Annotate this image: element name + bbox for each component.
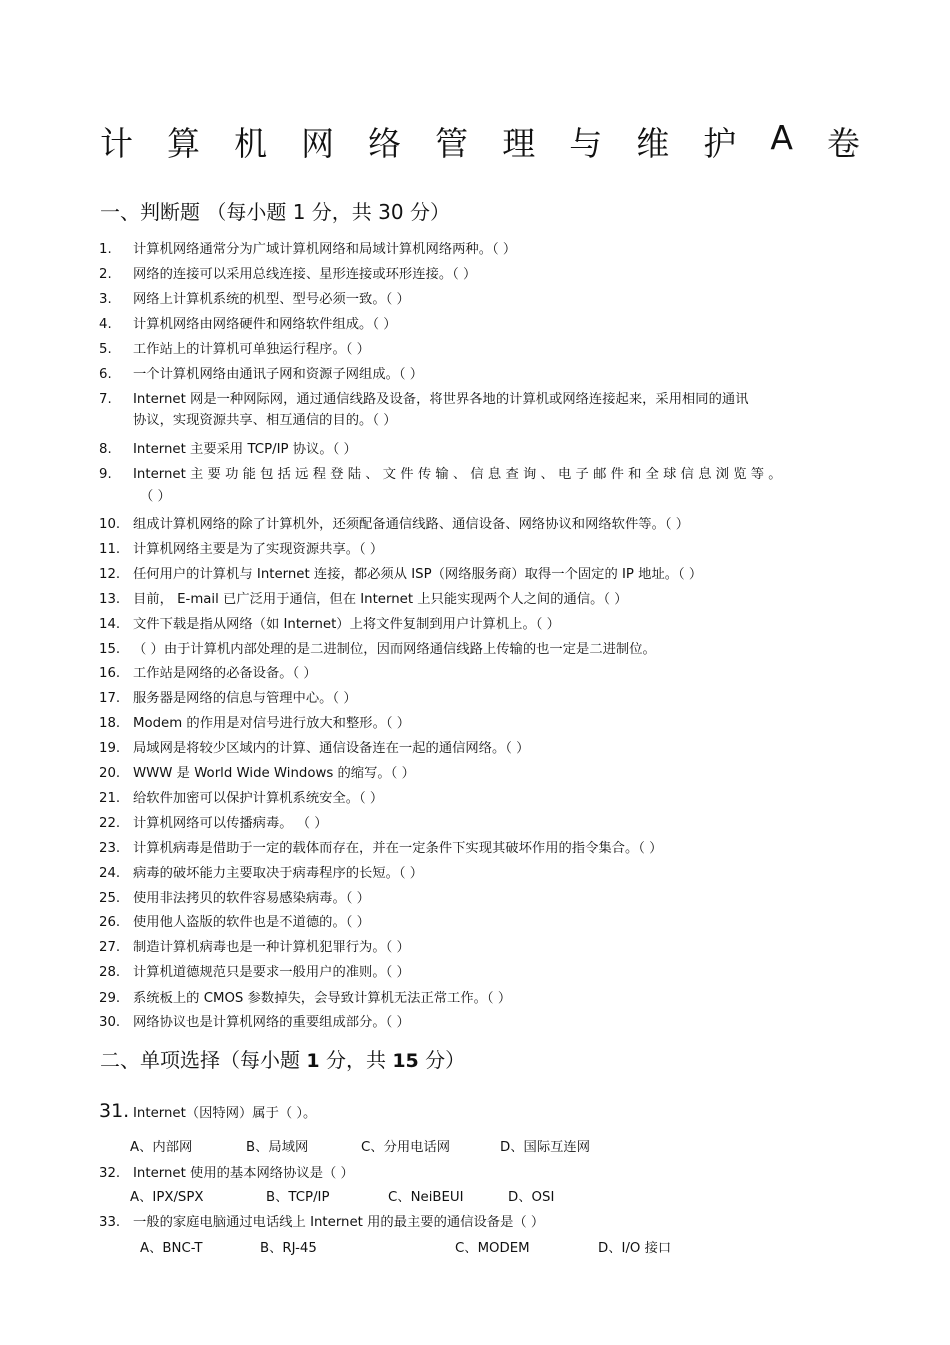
question-text: 服务器是网络的信息与管理中心。（ ） xyxy=(133,691,357,706)
question-text: 计算机网络通常分为广域计算机网络和局域计算机网络两种。（ ） xyxy=(133,242,517,257)
true-false-question xyxy=(99,987,511,1006)
true-false-question xyxy=(99,463,782,482)
title-char: 维 xyxy=(636,124,670,163)
question-number: 32. xyxy=(99,1166,121,1181)
true-false-question xyxy=(99,887,370,906)
question-text: 病毒的破坏能力主要取决于病毒程序的长短。（ ） xyxy=(133,866,424,881)
question-number: 19. xyxy=(99,741,121,756)
choice-option: A、内部网 xyxy=(130,1140,193,1155)
title-char: 护 xyxy=(703,124,737,163)
true-false-question xyxy=(99,862,423,881)
question-text: 网络协议也是计算机网络的重要组成部分。（ ） xyxy=(133,1015,410,1030)
question-text: 一个计算机网络由通讯子网和资源子网组成。（ ） xyxy=(133,367,424,382)
question-text: Internet 网是一种网际网，通过通信线路及设备，将世界各地的计算机或网络连接起来，采用相同的通讯 xyxy=(133,392,749,407)
question-text: 目前， E-mail 已广泛用于通信，但在 Internet 上只能实现两个人之间的通信。（ ） xyxy=(133,592,628,607)
true-false-question xyxy=(99,613,560,632)
question-text: WWW 是 World Wide Windows 的缩写。（ ） xyxy=(133,766,415,781)
true-false-question xyxy=(99,762,415,781)
choice-question xyxy=(99,1162,354,1181)
true-false-question xyxy=(99,388,749,407)
true-false-question xyxy=(99,687,357,706)
true-false-question xyxy=(99,1011,410,1030)
true-false-question xyxy=(99,238,516,257)
question-text: 一般的家庭电脑通过电话线上 Internet 用的最主要的通信设备是（ ） xyxy=(133,1215,545,1230)
question-text: 给软件加密可以保护计算机系统安全。（ ） xyxy=(133,791,384,806)
question-number: 21. xyxy=(99,791,121,806)
question-number: 27. xyxy=(99,940,121,955)
title-char: 算 xyxy=(167,124,201,163)
true-false-question xyxy=(99,263,476,282)
choice-option: A、BNC-T xyxy=(140,1241,203,1256)
question-text: Internet 主要采用 TCP/IP 协议。（ ） xyxy=(133,442,357,457)
true-false-question xyxy=(99,712,410,731)
question-text: 使用非法拷贝的软件容易感染病毒。（ ） xyxy=(133,891,370,906)
true-false-question xyxy=(99,438,357,457)
true-false-question xyxy=(99,563,702,582)
question-number: 9. xyxy=(99,467,112,482)
true-false-question xyxy=(99,338,370,357)
title-char: 网 xyxy=(301,124,335,163)
question-number: 28. xyxy=(99,965,121,980)
question-text: 工作站是网络的必备设备。（ ） xyxy=(133,666,317,681)
true-false-question xyxy=(99,787,383,806)
section2-part-c: 分，共 xyxy=(319,1048,393,1072)
question-9-continuation: （ ） xyxy=(140,489,171,504)
true-false-question xyxy=(99,812,328,831)
question-number: 11. xyxy=(99,542,121,557)
question-text: 文件下载是指从网络（如 Internet）上将文件复制到用户计算机上。（ ） xyxy=(133,617,560,632)
true-false-question xyxy=(99,737,529,756)
question-number: 30. xyxy=(99,1015,121,1030)
section-heading-true-false: 一、判断题 （每小题 1 分，共 30 分） xyxy=(100,200,450,224)
question-text: Modem 的作用是对信号进行放大和整形。（ ） xyxy=(133,716,411,731)
page-title xyxy=(100,118,860,165)
true-false-question xyxy=(99,288,410,307)
question-text: 工作站上的计算机可单独运行程序。（ ） xyxy=(133,342,370,357)
choice-option: B、局域网 xyxy=(246,1140,309,1155)
true-false-question xyxy=(99,313,397,332)
question-number: 4. xyxy=(99,317,112,332)
choice-question xyxy=(99,1100,316,1122)
section2-points: 1 xyxy=(306,1050,320,1072)
question-text: Internet 主 要 功 能 包 括 远 程 登 陆 、 文 件 传 输 、 信 息 查 询 、 电 子 邮 件 和 全 球 信 息 浏 览 等 。 xyxy=(133,467,782,482)
question-text: 计算机病毒是借助于一定的载体而存在，并在一定条件下实现其破坏作用的指令集合。（ ） xyxy=(133,841,663,856)
choice-option: C、分用电话网 xyxy=(361,1140,451,1155)
question-number: 26. xyxy=(99,915,121,930)
true-false-question xyxy=(99,961,410,980)
choice-option: B、TCP/IP xyxy=(266,1190,330,1205)
title-char: 计 xyxy=(100,124,133,163)
question-text: （ ）由于计算机内部处理的是二进制位，因而网络通信线路上传输的也一定是二进制位。 xyxy=(133,642,656,657)
question-number: 2. xyxy=(99,267,112,282)
true-false-question xyxy=(99,638,656,657)
question-number: 14. xyxy=(99,617,121,632)
section-heading-single-choice xyxy=(100,1044,465,1073)
section2-part-a: 二、单项选择（每小题 xyxy=(100,1048,307,1072)
question-text: 计算机道德规范只是要求一般用户的准则。（ ） xyxy=(133,965,410,980)
question-text: 网络的连接可以采用总线连接、星形连接或环形连接。（ ） xyxy=(133,267,477,282)
title-char: 卷 xyxy=(826,124,860,163)
question-number: 1. xyxy=(99,242,112,257)
question-number: 24. xyxy=(99,866,121,881)
true-false-question xyxy=(99,513,689,532)
question-number: 8. xyxy=(99,442,112,457)
choice-option: D、I/O 接口 xyxy=(598,1241,672,1256)
question-number: 25. xyxy=(99,891,121,906)
question-number: 5. xyxy=(99,342,112,357)
question-number: 16. xyxy=(99,666,121,681)
question-text: 制造计算机病毒也是一种计算机犯罪行为。（ ） xyxy=(133,940,410,955)
section2-part-e: 分） xyxy=(418,1048,466,1072)
choice-option: B、RJ-45 xyxy=(260,1241,317,1256)
question-text: 系统板上的 CMOS 参数掉失，会导致计算机无法正常工作。（ ） xyxy=(133,991,512,1006)
question-number: 29. xyxy=(99,991,121,1006)
question-number: 23. xyxy=(99,841,121,856)
question-text: 局域网是将较少区域内的计算、通信设备连在一起的通信网络。（ ） xyxy=(133,741,530,756)
true-false-question xyxy=(99,538,383,557)
question-text: 组成计算机网络的除了计算机外，还须配备通信线路、通信设备、网络协议和网络软件等。（ ） xyxy=(133,517,690,532)
question-number: 20. xyxy=(99,766,121,781)
title-char: A xyxy=(770,118,793,157)
question-number: 17. xyxy=(99,691,121,706)
choice-option: C、MODEM xyxy=(455,1241,530,1256)
question-number: 13. xyxy=(99,592,121,607)
question-text: 计算机网络主要是为了实现资源共享。（ ） xyxy=(133,542,384,557)
question-text: 任何用户的计算机与 Internet 连接，都必须从 ISP（网络服务商）取得一个固定的 IP 地址。（ ） xyxy=(133,567,703,582)
question-text: 计算机网络由网络硬件和网络软件组成。（ ） xyxy=(133,317,397,332)
question-7-continuation: 协议，实现资源共享、相互通信的目的。（ ） xyxy=(133,413,397,428)
question-text: 计算机网络可以传播病毒。 （ ） xyxy=(133,816,328,831)
question-number: 7. xyxy=(99,392,112,407)
question-number: 3. xyxy=(99,292,112,307)
true-false-question xyxy=(99,363,423,382)
question-number: 33. xyxy=(99,1215,121,1230)
true-false-question xyxy=(99,662,317,681)
choice-option: C、NeiBEUI xyxy=(388,1190,464,1205)
choice-option: D、OSI xyxy=(508,1190,555,1205)
true-false-question xyxy=(99,837,662,856)
title-char: 络 xyxy=(368,124,402,163)
true-false-question xyxy=(99,588,628,607)
question-number: 6. xyxy=(99,367,112,382)
question-text: Internet（因特网）属于（ ）。 xyxy=(133,1106,317,1121)
title-char: 与 xyxy=(569,124,603,163)
title-char: 管 xyxy=(435,124,469,163)
choice-option: A、IPX/SPX xyxy=(130,1190,204,1205)
section2-total: 15 xyxy=(392,1050,419,1072)
title-char: 理 xyxy=(502,124,536,163)
choice-option: D、国际互连网 xyxy=(500,1140,591,1155)
title-char: 机 xyxy=(234,124,268,163)
question-number: 15. xyxy=(99,642,121,657)
question-number: 18. xyxy=(99,716,121,731)
question-number: 10. xyxy=(99,517,121,532)
true-false-question xyxy=(99,936,410,955)
question-text: Internet 使用的基本网络协议是（ ） xyxy=(133,1166,354,1181)
question-number: 12. xyxy=(99,567,121,582)
choice-question xyxy=(99,1211,544,1230)
true-false-question xyxy=(99,911,370,930)
question-number: 22. xyxy=(99,816,121,831)
question-text: 使用他人盗版的软件也是不道德的。（ ） xyxy=(133,915,370,930)
question-number: 31. xyxy=(99,1100,130,1122)
question-text: 网络上计算机系统的机型、型号必须一致。（ ） xyxy=(133,292,410,307)
